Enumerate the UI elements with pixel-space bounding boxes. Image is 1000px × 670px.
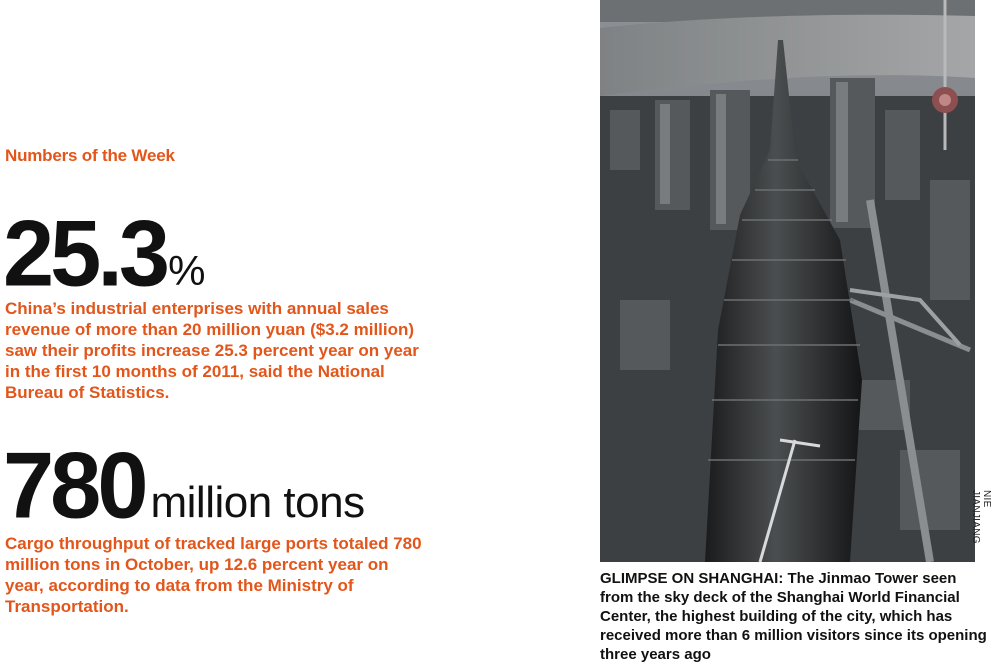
photo-credit: NIE JIANJIANG	[970, 490, 992, 544]
shanghai-photo	[600, 0, 975, 562]
stat-profit-growth	[3, 201, 205, 307]
stat-value: 25.3	[3, 201, 167, 307]
stat-unit: %	[168, 247, 205, 294]
stat-value: 780	[3, 433, 145, 539]
stat-description: China’s industrial enterprises with annual sales revenue of more than 20 million yuan ($3.2 million) saw their profits increase 25.3 percent year on year in the first 10 months of 2011, said the National Bureau of Statistics.	[5, 299, 419, 402]
aerial-city-illustration	[600, 0, 975, 562]
section-title: Numbers of the Week	[5, 146, 175, 165]
stat-unit: million tons	[150, 478, 365, 527]
photo-caption: GLIMPSE ON SHANGHAI: The Jinmao Tower seen from the sky deck of the Shanghai World Financial Center, the highest building of the city, which has received more than 6 million visitors since its opening three years ago	[600, 570, 987, 663]
stat-cargo-throughput	[3, 433, 365, 539]
stat-description: Cargo throughput of tracked large ports totaled 780 million tons in October, up 12.6 percent year on year, according to data from the Ministry of Transportation.	[5, 534, 422, 616]
